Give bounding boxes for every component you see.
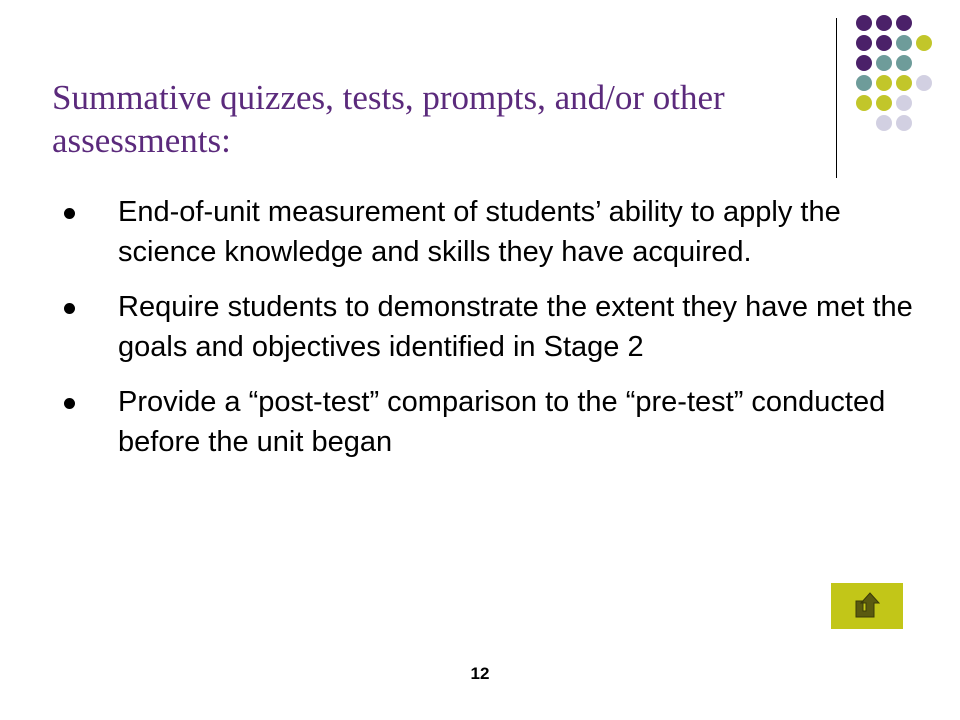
decorative-dot — [896, 115, 912, 131]
decorative-dot — [896, 55, 912, 71]
decorative-dot — [896, 95, 912, 111]
decorative-dot — [856, 75, 872, 91]
decorative-dot — [856, 15, 872, 31]
bullet-text: Provide a “post-test” comparison to the “pre-test” conducted before the unit began — [118, 386, 886, 458]
page-number: 12 — [470, 664, 490, 683]
slide-title: Summative quizzes, tests, prompts, and/or other assessments: — [52, 78, 725, 160]
decorative-dot — [856, 95, 872, 111]
bullet-dot-icon — [64, 208, 75, 219]
return-button[interactable] — [831, 583, 903, 629]
bullet-list — [60, 192, 920, 477]
decorative-dot — [856, 55, 872, 71]
title-divider-line — [836, 18, 837, 178]
bullet-text: Require students to demonstrate the extent they have met the goals and objectives identified in Stage 2 — [118, 291, 913, 363]
decorative-dot — [876, 75, 892, 91]
decorative-dot — [896, 15, 912, 31]
decorative-dot — [896, 35, 912, 51]
bullet-item — [60, 287, 920, 367]
bullet-text: End-of-unit measurement of students’ ability to apply the science knowledge and skills they have acquired. — [118, 196, 841, 268]
decorative-dot — [876, 35, 892, 51]
decorative-dot — [916, 75, 932, 91]
bullet-item — [60, 382, 920, 462]
bullet-item — [60, 192, 920, 272]
decorative-dot — [876, 95, 892, 111]
bullet-dot-icon — [64, 398, 75, 409]
decorative-dot — [876, 55, 892, 71]
return-arrow-icon — [850, 589, 884, 623]
decorative-dot — [876, 115, 892, 131]
decorative-dot — [856, 35, 872, 51]
bullet-dot-icon — [64, 303, 75, 314]
decorative-dot — [896, 75, 912, 91]
decorative-dot — [876, 15, 892, 31]
decorative-dot — [916, 35, 932, 51]
